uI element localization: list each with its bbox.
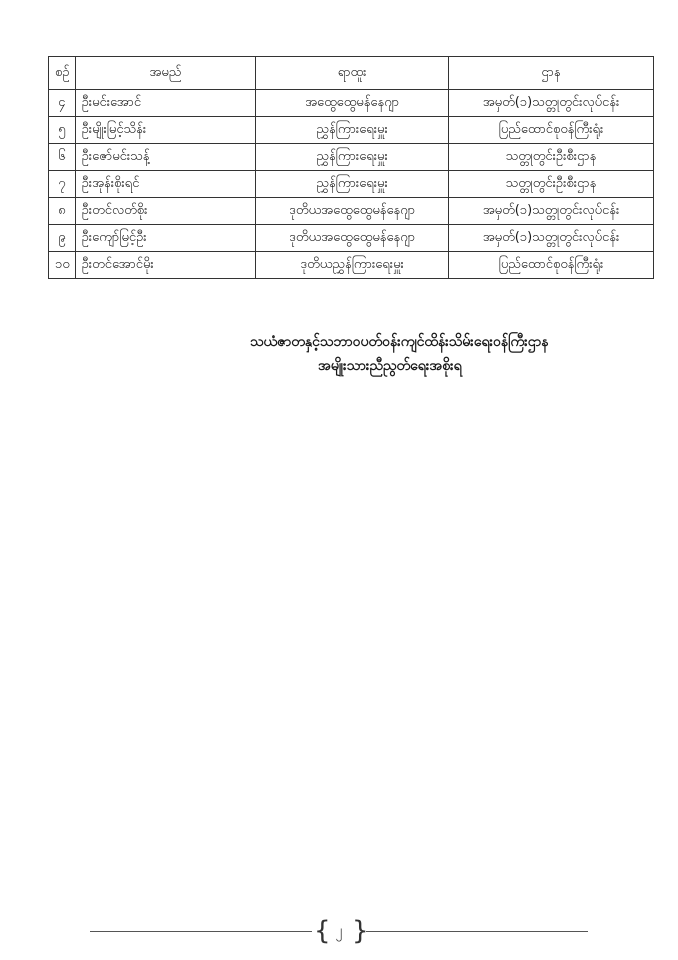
staff-table: [48, 56, 654, 279]
cell-serial-no: ၅: [49, 117, 76, 144]
footer-rule-left: [90, 931, 312, 932]
ministry-name: သယံဇာတနှင့်သဘာဝပတ်ဝန်းကျင်ထိန်းသိမ်းရေးဝန်ကြီးဌာန: [250, 334, 549, 350]
header-position: ရာထူး: [256, 57, 449, 90]
cell-name: ဦးတင်လတ်စိုး: [75, 198, 256, 225]
left-brace-ornament: {: [314, 916, 331, 946]
cell-department: ပြည်ထောင်စုဝန်ကြီးရုံး: [448, 252, 653, 279]
table-body: [49, 90, 654, 279]
cell-serial-no: ၈: [49, 198, 76, 225]
cell-name: ဦးမျိုးမြင့်သိန်း: [75, 117, 256, 144]
cell-position: ဒုတိယညွှန်ကြားရေးမှူး: [256, 252, 449, 279]
issuing-authority: [250, 330, 640, 378]
table-header: [49, 57, 654, 90]
cell-position: ဒုတိယအထွေထွေမန်နေဂျာ: [256, 225, 449, 252]
page-footer: [90, 916, 588, 946]
header-name: အမည်: [75, 57, 256, 90]
cell-serial-no: ၉: [49, 225, 76, 252]
header-department: ဌာန: [448, 57, 653, 90]
cell-serial-no: ၇: [49, 171, 76, 198]
government-name: အမျိုးသားညီညွတ်ရေးအစိုးရ: [318, 358, 462, 374]
table-row: [49, 252, 654, 279]
cell-position: အထွေထွေမန်နေဂျာ: [256, 90, 449, 117]
cell-position: ညွှန်ကြားရေးမှူး: [256, 144, 449, 171]
table-row: [49, 90, 654, 117]
cell-name: ဦးဇော်မင်းသန့်: [75, 144, 256, 171]
cell-department: အမှတ်(၁)သတ္တုတွင်းလုပ်ငန်း: [448, 225, 653, 252]
cell-serial-no: ၆: [49, 144, 76, 171]
footer-rule-right: [366, 931, 588, 932]
right-brace-ornament: }: [352, 916, 369, 946]
cell-department: အမှတ်(၁)သတ္တုတွင်းလုပ်ငန်း: [448, 90, 653, 117]
cell-department: သတ္တုတွင်းဦးစီးဌာန: [448, 171, 653, 198]
cell-position: ညွှန်ကြားရေးမှူး: [256, 171, 449, 198]
page-number: ၂: [335, 923, 343, 939]
cell-department: သတ္တုတွင်းဦးစီးဌာန: [448, 144, 653, 171]
cell-position: ဒုတိယအထွေထွေမန်နေဂျာ: [256, 198, 449, 225]
table-row: [49, 117, 654, 144]
table-row: [49, 171, 654, 198]
cell-department: ပြည်ထောင်စုဝန်ကြီးရုံး: [448, 117, 653, 144]
cell-serial-no: ၁၀: [49, 252, 76, 279]
cell-name: ဦးအုန်းစိုးရင်: [75, 171, 256, 198]
cell-name: ဦးကျော်မြင့်ဦး: [75, 225, 256, 252]
header-serial-no: စဉ်: [49, 57, 76, 90]
cell-name: ဦးမင်းအောင်: [75, 90, 256, 117]
table-row: [49, 225, 654, 252]
cell-position: ညွှန်ကြားရေးမှူး: [256, 117, 449, 144]
cell-serial-no: ၄: [49, 90, 76, 117]
cell-department: အမှတ်(၁)သတ္တုတွင်းလုပ်ငန်း: [448, 198, 653, 225]
table-row: [49, 198, 654, 225]
header-row: [49, 57, 654, 90]
table-row: [49, 144, 654, 171]
cell-name: ဦးတင်အောင်မိုး: [75, 252, 256, 279]
